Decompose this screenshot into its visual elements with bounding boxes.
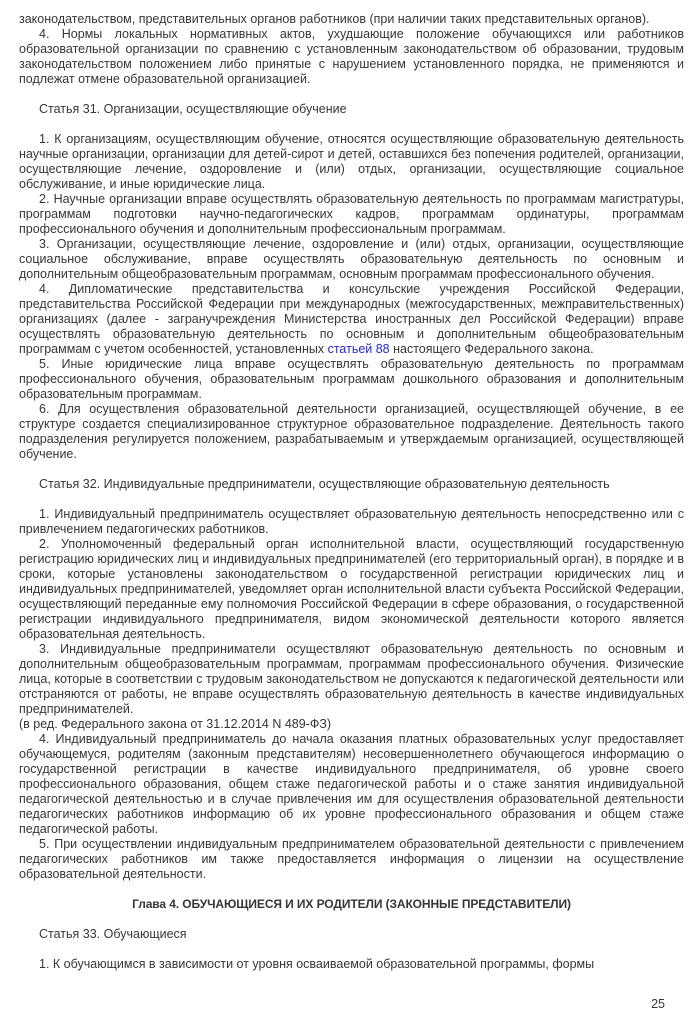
article-31-paragraph-3: 3. Организации, осуществляющие лечение, оздоровление и (или) отдых, организации, осуществляющие социальное обслуживание, вправе осуществлять образовательную деятельность по основным и дополнительным общеобразовательным программам, основным программам профессионального обучения. xyxy=(19,237,684,281)
article-32-amendment-note: (в ред. Федерального закона от 31.12.2014 N 489-ФЗ) xyxy=(19,717,332,731)
article-31-paragraph-4 xyxy=(19,282,684,357)
article-32-paragraph-3: 3. Индивидуальные предприниматели осуществляют образовательную деятельность по основным и дополнительным общеобразовательным программам, программам профессионального обучения. Физические лица, которые в соответствии с трудовым законодательством не допускаются к педагогической деятельности или отстраняются от работы, не вправе осуществлять образовательную деятельность в качестве индивидуальных предпринимателей. xyxy=(19,642,684,716)
article-33-heading: Статья 33. Обучающиеся xyxy=(39,927,187,941)
article-31-paragraph-1: 1. К организациям, осуществляющим обучение, относятся осуществляющие образовательную деятельность научные организации, организации для детей-сирот и детей, оставшихся без попечения родителей, организации, осуществляющие лечение, оздоровление и (или) отдых, организации, осуществляющие социальное обслуживание, и иные юридические лица. xyxy=(19,132,684,191)
intro-paragraph-4: 4. Нормы локальных нормативных актов, ухудшающие положение обучающихся или работников образовательной организации по сравнению с установленным законодательством об образовании, трудовым законодательством положением либо принятые с нарушением установленного порядка, не применяются и подлежат отмене образовательной организацией. xyxy=(19,27,684,86)
chapter-4-heading: Глава 4. ОБУЧАЮЩИЕСЯ И ИХ РОДИТЕЛИ (ЗАКОННЫЕ ПРЕДСТАВИТЕЛИ) xyxy=(132,897,571,911)
article-33-paragraph-1: 1. К обучающимся в зависимости от уровня осваиваемой образовательной программы, формы xyxy=(39,957,595,971)
article-31-paragraph-5: 5. Иные юридические лица вправе осуществлять образовательную деятельность по программам профессионального обучения, образовательным программам дошкольного образования и дополнительным образовательным программам. xyxy=(19,357,684,401)
article-31-paragraph-4-tail: настоящего Федерального закона. xyxy=(389,342,594,356)
paragraph-continuation: законодательством, представительных органов работников (при наличии таких представительных органов). xyxy=(19,12,650,26)
article-88-link[interactable]: статьей 88 xyxy=(327,342,390,356)
article-32-paragraph-1: 1. Индивидуальный предприниматель осуществляет образовательную деятельность непосредственно или с привлечением педагогических работников. xyxy=(19,507,684,536)
page-number: 25 xyxy=(651,997,665,1011)
article-31-paragraph-2: 2. Научные организации вправе осуществлять образовательную деятельность по программам магистратуры, программам подготовки научно-педагогических кадров, программам ординатуры, программам профессионального обучения и дополнительным профессиональным программам. xyxy=(19,192,684,236)
article-32-paragraph-5: 5. При осуществлении индивидуальным предпринимателем образовательной деятельности с привлечением педагогических работников им также предоставляется информация о лицензии на осуществление образовательной деятельности. xyxy=(19,837,684,881)
article-32-paragraph-4: 4. Индивидуальный предприниматель до начала оказания платных образовательных услуг предоставляет обучающемуся, родителям (законным представителям) несовершеннолетнего обучающегося информацию о государственной регистрации в качестве индивидуального предпринимателя, об уровне своего профессионального образования, общем стаже педагогической работы и о стаже занятия индивидуальной педагогической деятельностью и в случае привлечения им для осуществления образовательной деятельности педагогических работников информацию об их уровне профессионального образования и общем стаже педагогической работы. xyxy=(19,732,684,836)
article-31-paragraph-4-text: 4. Дипломатические представительства и консульские учреждения Российской Федерации, представительства Российской Федерации при международных (межгосударственных, межправительственных) организациях (далее - загранучреждения Министерства иностранных дел Российской Федерации) вправе осуществлять образовательную деятельность по основным и дополнительным общеобразовательным программам с учетом особенностей, установленных xyxy=(19,282,684,356)
article-31-paragraph-6: 6. Для осуществления образовательной деятельности организацией, осуществляющей обучение, в ее структуре создается специализированное структурное образовательное подразделение. Деятельность такого подразделения регулируется положением, разрабатываемым и утверждаемым организацией, осуществляющей обучение. xyxy=(19,402,684,461)
article-31-heading: Статья 31. Организации, осуществляющие обучение xyxy=(39,102,347,116)
article-32-paragraph-2: 2. Уполномоченный федеральный орган исполнительной власти, осуществляющий государственную регистрацию юридических лиц и индивидуальных предпринимателей (его территориальный орган), в порядке и в сроки, которые установлены законодательством о государственной регистрации юридических лиц и индивидуальных предпринимателей, уведомляет орган исполнительной власти субъекта Российской Федерации, осуществляющий переданные ему полномочия Российской Федерации в сфере образования, о государственной регистрации индивидуального предпринимателя, видом экономической деятельности которого является образовательная деятельность. xyxy=(19,537,684,641)
article-32-heading: Статья 32. Индивидуальные предприниматели, осуществляющие образовательную деятельность xyxy=(39,477,610,491)
